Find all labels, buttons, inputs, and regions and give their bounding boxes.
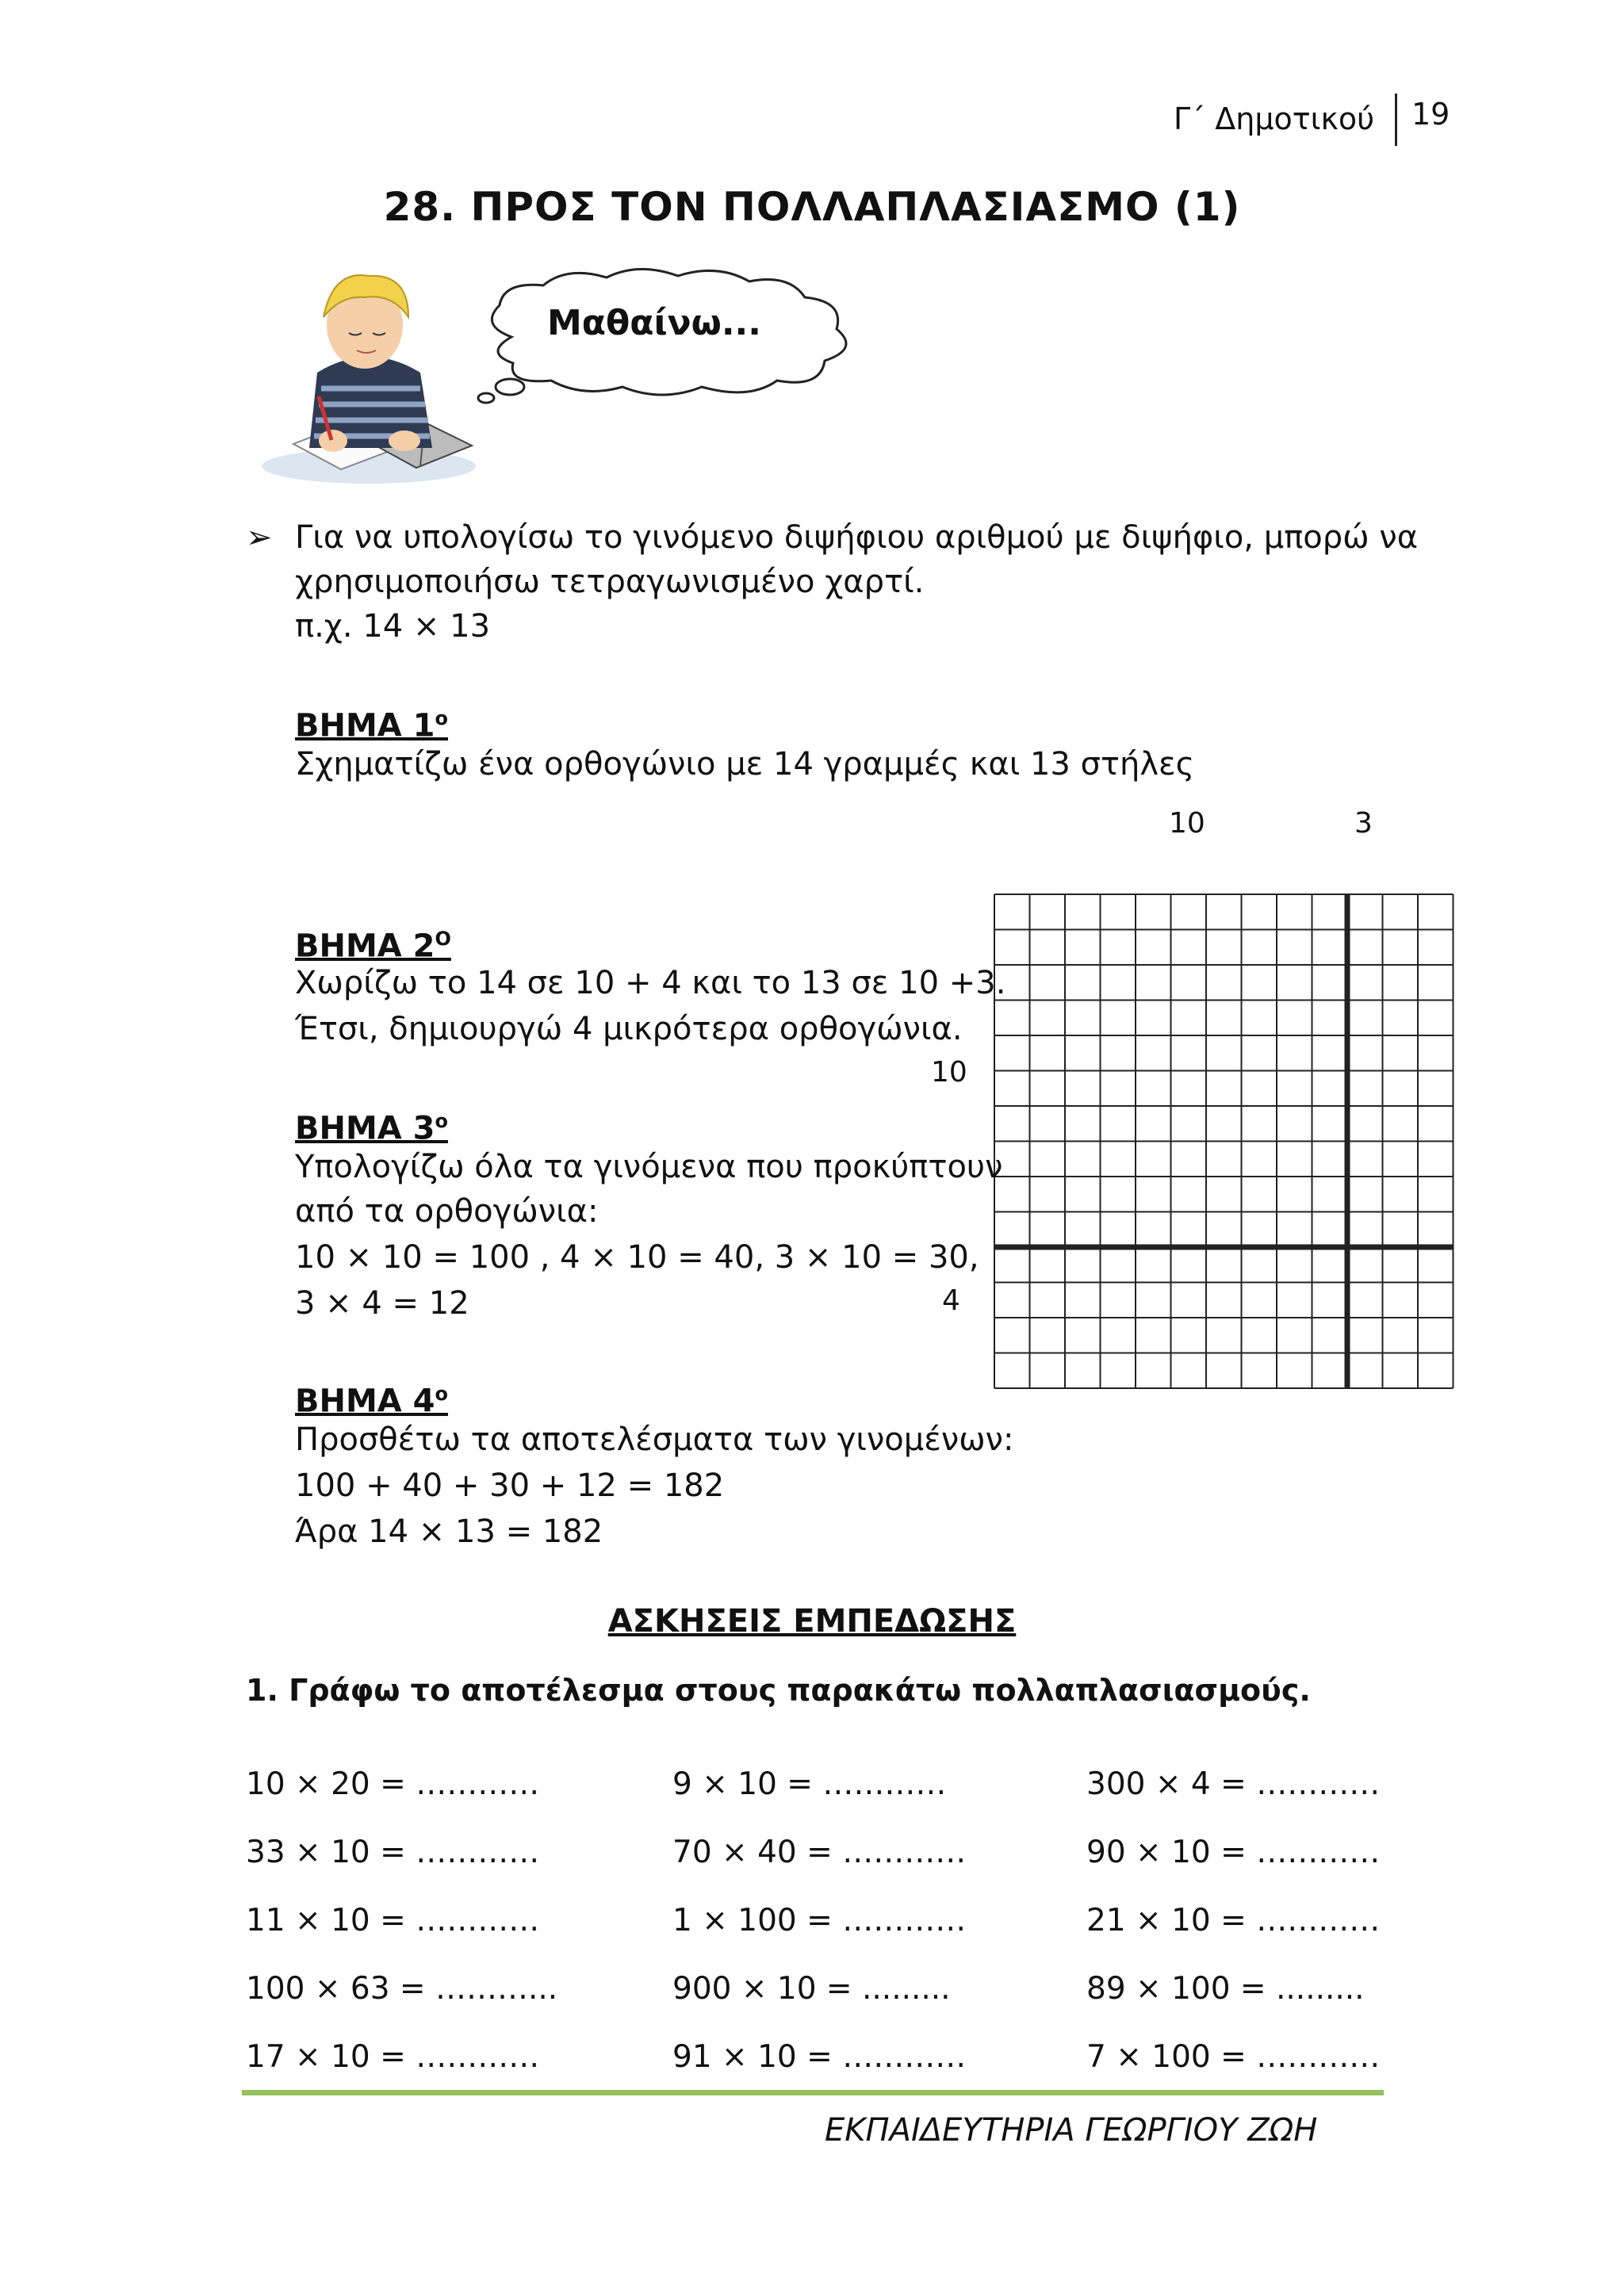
grid-col-label-10: 10	[1169, 807, 1205, 840]
exercise-item: 9 × 10 = …………	[672, 1766, 947, 1802]
step-4-line-3: Άρα 14 × 13 = 182	[295, 1513, 603, 1550]
step-1-text: Σχηματίζω ένα ορθογώνιο με 14 γραμμές και 13 στήλες	[295, 746, 1195, 783]
bullet-arrow-icon: ➢	[246, 519, 273, 556]
footer-school-name: ΕΚΠΑΙΔΕΥΤΗΡΙΑ ΓΕΩΡΓΙΟΥ ΖΩΗ	[825, 2112, 1318, 2149]
step-4-line-1: Προσθέτω τα αποτελέσματα των γινομένων:	[295, 1422, 1014, 1458]
exercise-item: 100 × 63 = ………...	[246, 1971, 558, 2007]
exercise-item: 90 × 10 = …………	[1086, 1835, 1381, 1870]
grid-row-label-10: 10	[931, 1056, 967, 1089]
exercise-item: 900 × 10 = .........	[672, 1971, 951, 2007]
exercise-item: 33 × 10 = …………	[246, 1835, 540, 1870]
step-4-title: ΒΗΜΑ $4^o$	[295, 1383, 448, 1420]
step-2-line-2: Έτσι, δημιουργώ 4 μικρότερα ορθογώνια.	[295, 1011, 963, 1047]
step-3-line-2: από τα ορθογώνια:	[295, 1193, 599, 1230]
thought-cloud-text: Μαθαίνω...	[547, 303, 761, 343]
intro-line-2: χρησιμοποιήσω τετραγωνισμένο χαρτί.	[295, 564, 925, 600]
exercise-item: 1 × 100 = …………	[672, 1903, 967, 1938]
step-3-line-3: 10 × 10 = 100 , 4 × 10 = 40, 3 × 10 = 30,	[295, 1239, 979, 1276]
exercise-item: 89 × 100 = .........	[1086, 1971, 1365, 2007]
step-3-line-1: Υπολογίζω όλα τα γινόμενα που προκύπτουν	[295, 1149, 1003, 1185]
exercise-item: 21 × 10 = …………	[1086, 1903, 1381, 1938]
step-4-line-2: 100 + 40 + 30 + 12 = 182	[295, 1468, 725, 1504]
footer-rule	[242, 2090, 1384, 2095]
step-3-title: ΒΗΜΑ $3^o$	[295, 1110, 448, 1147]
exercise-item: 300 × 4 = …………	[1086, 1766, 1381, 1802]
header-divider	[1395, 94, 1397, 146]
exercise-item: 11 × 10 = …………	[246, 1903, 540, 1938]
page-title: 28. ΠΡΟΣ ΤΟΝ ΠΟΛΛΑΠΛΑΣΙΑΣΜΟ (1)	[383, 184, 1241, 230]
intro-example: π.χ. 14 × 13	[295, 608, 491, 645]
exercise-item: 17 × 10 = …………	[246, 2039, 540, 2075]
header-grade: Γ΄ Δημοτικού	[1174, 101, 1375, 136]
exercise-item: 7 × 100 = …………	[1086, 2039, 1381, 2075]
step-3-line-4: 3 × 4 = 12	[295, 1285, 469, 1322]
boy-writing-illustration	[262, 262, 476, 484]
intro-line-1: Για να υπολογίσω το γινόμενο διψήφιου αριθμού με διψήφιο, μπορώ να	[295, 519, 1419, 556]
exercise-item: 10 × 20 = …………	[246, 1766, 540, 1802]
step-2-line-1: Χωρίζω το 14 σε 10 + 4 και το 13 σε 10 +3.	[295, 965, 1006, 1001]
page-number: 19	[1411, 97, 1450, 132]
step-2-title: ΒΗΜΑ $2^O$	[295, 928, 451, 965]
exercise-item: 91 × 10 = …………	[672, 2039, 967, 2075]
grid-row-label-4: 4	[942, 1284, 960, 1317]
multiplication-grid	[992, 892, 1457, 1399]
exercise-item: 70 × 40 = …………	[672, 1835, 967, 1870]
exercises-heading: ΑΣΚΗΣΕΙΣ ΕΜΠΕΔΩΣΗΣ	[607, 1603, 1017, 1640]
step-1-title: ΒΗΜΑ $1^o$	[295, 707, 448, 744]
grid-col-label-3: 3	[1354, 807, 1373, 840]
exercise-1-instruction: 1. Γράφω το αποτέλεσμα στους παρακάτω πολλαπλασιασμούς.	[246, 1673, 1311, 1708]
